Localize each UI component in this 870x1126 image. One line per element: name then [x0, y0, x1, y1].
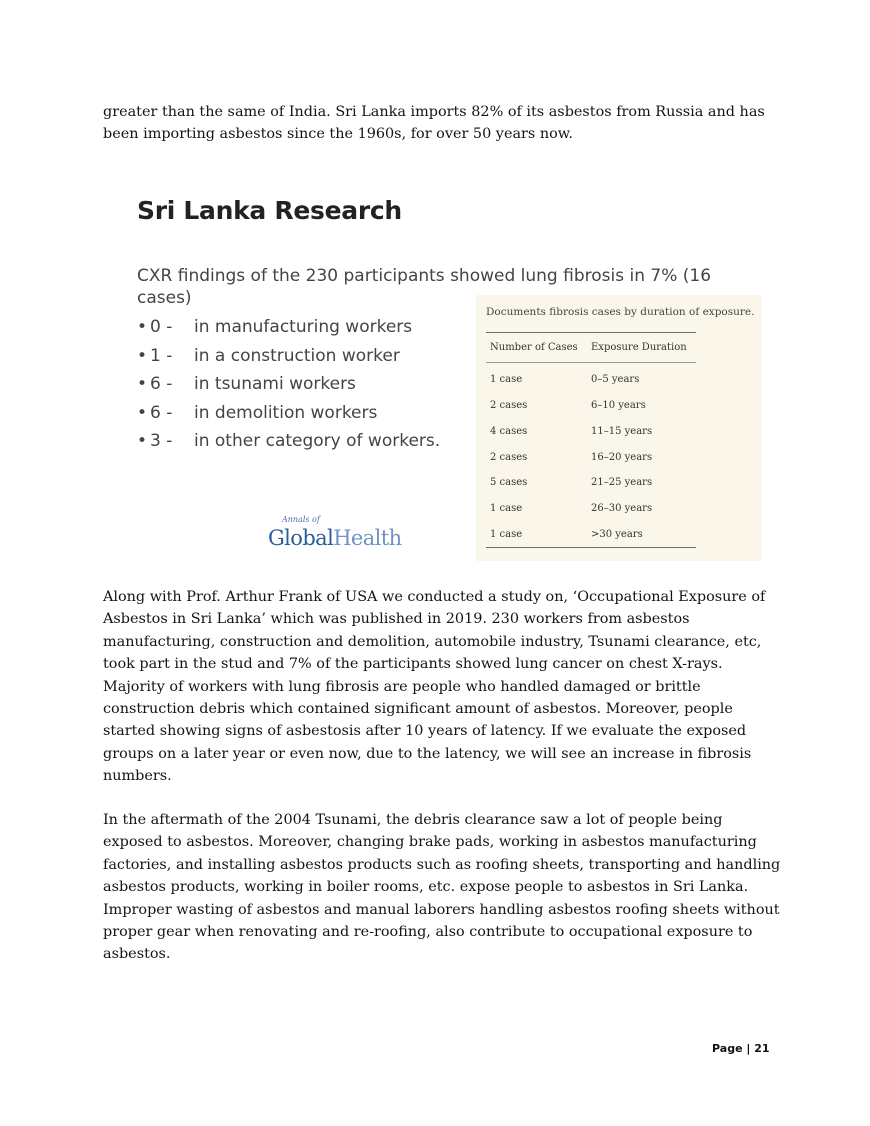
table-cell: 0–5 years [591, 374, 640, 385]
tsunami-paragraph: In the aftermath of the 2004 Tsunami, the debris clearance saw a lot of people being exposed to asbestos. Moreover, changing brake pads, working in asbestos manufacturing factories, and installing asbestos products such as roofing sheets, transporting and handling asbestos products, working in boiler rooms, etc. expose people to asbestos in Sri Lanka. Improper wasting of asbestos and manual laborers handling asbestos roofing sheets without proper gear when renovating and re-roofing, also contribute to occupational exposure to asbestos. [103, 812, 781, 963]
table-header-duration: Exposure Duration [591, 342, 687, 353]
list-item: • 6 - in demolition workers [137, 399, 440, 428]
bullet-icon: • [137, 402, 148, 423]
bullet-icon: • [137, 345, 148, 366]
table-header-cases: Number of Cases [490, 342, 578, 353]
table-header-rule [486, 362, 696, 363]
table-caption: Documents fibrosis cases by duration of exposure. [486, 306, 755, 318]
logo-subtitle: Annals of [282, 515, 320, 524]
table-cell: 5 cases [490, 477, 528, 488]
list-item: • 1 - in a construction worker [137, 342, 440, 371]
list-item: • 6 - in tsunami workers [137, 370, 440, 399]
intro-paragraph: greater than the same of India. Sri Lanka imports 82% of its asbestos from Russia and has been importing asbestos since the 1960s, for over 50 years now. [103, 104, 765, 143]
bullet-icon: • [137, 374, 148, 395]
bullet-icon: • [137, 431, 148, 452]
bullet-icon: • [137, 317, 148, 337]
table-cell: >30 years [591, 529, 643, 540]
table-cell: 11–15 years [591, 426, 653, 437]
page-number: Page | 21 [712, 1042, 770, 1055]
study-paragraph: Along with Prof. Arthur Frank of USA we conducted a study on, ‘Occupational Exposure of Asbestos in Sri Lanka’ which was published in 2019. 230 workers from asbestos manufacturing, construction and demolition, automobile industry, Tsunami clearance, etc, took part in the stud and 7% of the participants showed lung cancer on chest X-rays. Majority of workers with lung fibrosis are people who handled damaged or brittle construction debris which contained significant amount of asbestos. Moreover, people started showing signs of asbestosis after 10 years of latency. If we evaluate the exposed groups on a later year or even now, due to the latency, we will see an increase in fibrosis numbers. [103, 589, 766, 785]
table-cell: 1 case [490, 503, 523, 514]
table-cell: 2 cases [490, 452, 528, 463]
table-cell: 6–10 years [591, 400, 646, 411]
fibrosis-table [476, 295, 762, 561]
table-cell: 1 case [490, 374, 523, 385]
table-cell: 4 cases [490, 426, 528, 437]
table-cell: 26–30 years [591, 503, 653, 514]
findings-list [137, 313, 440, 456]
table-cell: 16–20 years [591, 452, 653, 463]
list-item: • 0 - in manufacturing workers [137, 313, 440, 342]
logo-wordmark: GlobalHealth [268, 526, 402, 550]
table-bottom-rule [486, 547, 696, 548]
table-cell: 21–25 years [591, 477, 653, 488]
table-cell: 1 case [490, 529, 523, 540]
slide-title: Sri Lanka Research [137, 196, 402, 225]
table-cell: 2 cases [490, 400, 528, 411]
journal-logo [268, 515, 413, 555]
list-item: • 3 - in other category of workers. [137, 427, 440, 456]
table-top-rule [486, 332, 696, 333]
findings-intro: CXR findings of the 230 participants showed lung fibrosis in 7% (16 cases) [137, 266, 712, 308]
